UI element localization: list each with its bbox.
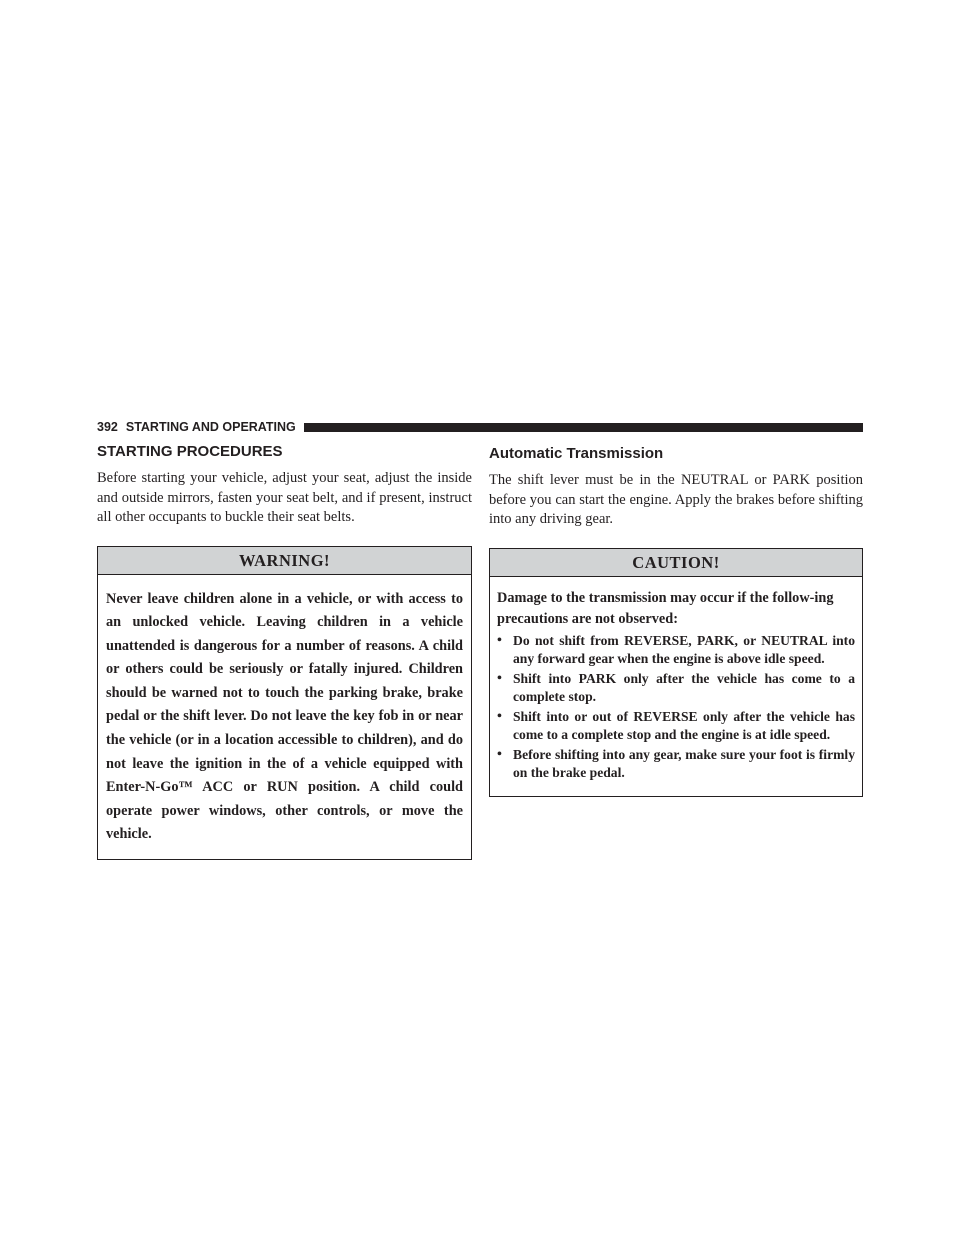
- right-column: [489, 443, 863, 797]
- section-title: STARTING AND OPERATING: [125, 420, 296, 434]
- bullet-icon: •: [497, 746, 502, 762]
- automatic-transmission-intro: The shift lever must be in the NEUTRAL or PARK position before you can start the engine. Apply the brakes before shifting into any driving gear.: [489, 472, 863, 527]
- caution-content: [490, 577, 862, 796]
- caution-title: CAUTION!: [490, 549, 862, 577]
- automatic-transmission-heading: Automatic Transmission: [489, 445, 664, 462]
- warning-title: WARNING!: [98, 547, 471, 575]
- header-rule: [304, 423, 863, 432]
- page-number: 392: [97, 420, 118, 434]
- caution-intro: Damage to the transmission may occur if the follow-ing precautions are not observed:: [497, 589, 834, 627]
- caution-box: [489, 548, 863, 797]
- list-item: • Before shifting into any gear, make sure your foot is firmly on the brake pedal.: [497, 746, 855, 780]
- page-header: [97, 419, 863, 435]
- bullet-icon: •: [497, 670, 502, 686]
- bullet-icon: •: [497, 632, 502, 648]
- starting-procedures-heading: STARTING PROCEDURES: [97, 443, 283, 460]
- list-item: • Shift into PARK only after the vehicle has come to a complete stop.: [497, 670, 855, 704]
- left-column: [97, 443, 472, 860]
- starting-procedures-intro: Before starting your vehicle, adjust your seat, adjust the inside and outside mirrors, fasten your seat belt, and if present, instruct all other occupants to buckle their seat belts.: [97, 470, 472, 525]
- warning-box: [97, 546, 472, 861]
- warning-content: [98, 575, 471, 860]
- caution-list: [497, 632, 855, 783]
- list-item: • Do not shift from REVERSE, PARK, or NEUTRAL into any forward gear when the engine is above idle speed.: [497, 632, 855, 666]
- warning-text: Never leave children alone in a vehicle, or with access to an unlocked vehicle. Leaving children in a vehicle unattended is dangerous for a number of reasons. A child or others could be seriously or fatally injured. Children should be warned not to touch the parking brake, brake pedal or the shift lever. Do not leave the key fob in or near the vehicle (or in a location accessible to children), and do not leave the ignition in the of a vehicle equipped with Enter-N-Go™ ACC or RUN position. A child could operate power windows, other controls, or move the vehicle.: [106, 590, 463, 843]
- bullet-icon: •: [497, 708, 502, 724]
- list-item: • Shift into or out of REVERSE only after the vehicle has come to a complete stop and the engine is at idle speed.: [497, 708, 855, 742]
